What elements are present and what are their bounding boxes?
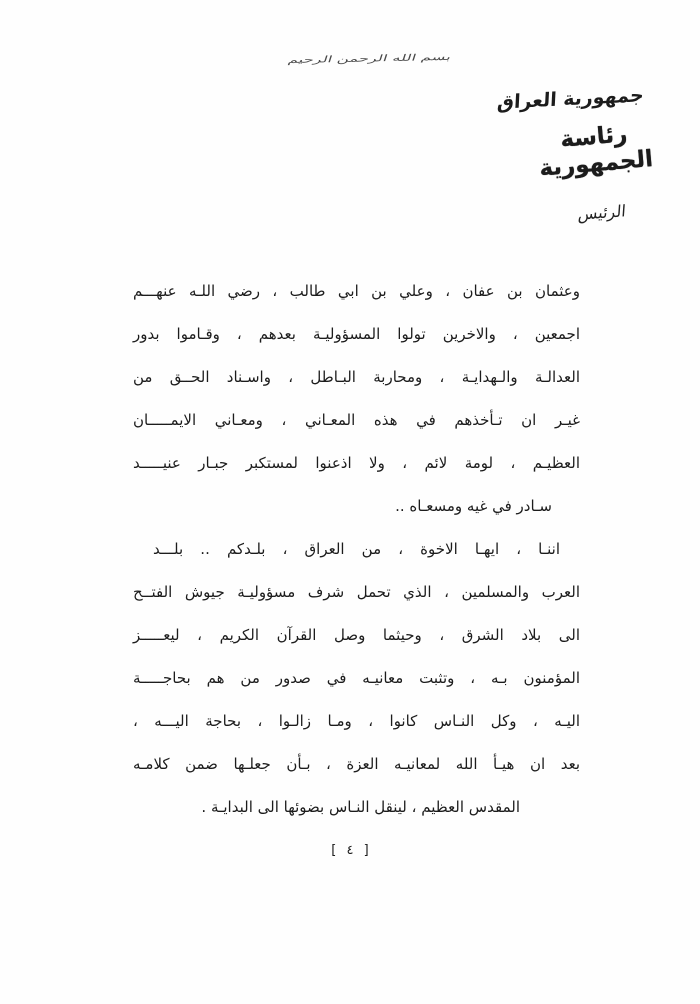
body-line: العظيـم ، لومة لائم ، ولا اذعنوا لمستكبر جبـار عنيـــــد [133, 454, 580, 472]
body-line: غيـر ان تـأخذهم في هذه المعـاني ، ومعـاني الايمـــــان [133, 411, 580, 429]
body-line: وعثمان بن عفان ، وعلي بن ابي طالب ، رضي اللـه عنهـــم [133, 282, 580, 300]
body-line: المؤمنون بـه ، وتثبت معانيـه في صدور من هم بحاجـــــة [133, 669, 580, 687]
body-line-paragraph-start: اننـا ، ايهـا الاخوة ، من العراق ، بلـدكم .. بلـــد [153, 540, 560, 558]
page-number: [ ٤ ] [331, 843, 369, 858]
body-line-paragraph-end: سـادر في غيه ومسعـاه .. [395, 497, 552, 515]
basmala-handwriting: بسم الله الرحمن الرحيم [286, 52, 453, 67]
letter-body [133, 270, 580, 829]
body-line: العدالـة والـهدايـة ، ومحاربة البـاطل ، واسـناد الحــق من [133, 368, 580, 386]
letterhead-country-calligraphy: جمهورية العراق [496, 84, 645, 114]
presidency-emblem-calligraphy: رئاسة الجمهورية [538, 121, 655, 182]
body-line: بعد ان هيـأ الله لمعانيـه العزة ، بـأن جعلـها ضمن كلامـه [133, 755, 580, 773]
body-line: اجمعين ، والاخرين تولوا المسؤوليـة بعدهم ، وقـاموا بدور [133, 325, 580, 343]
body-line: الى بلاد الشرق ، وحيثما وصل القرآن الكريم ، ليعـــــز [133, 626, 580, 644]
body-line: العرب والمسلمين ، الذي تحمل شرف مسؤوليـة جيوش الفتــح [133, 583, 580, 601]
body-line: اليـه ، وكل النـاس كانوا ، ومـا زالـوا ، بحاجة اليـــه ، [133, 712, 580, 730]
body-line-paragraph-end: المقدس العظيم ، لينقل النـاس بضوئها الى البدايـة . [201, 798, 520, 816]
letterhead-president-title: الرئيس [577, 201, 627, 224]
